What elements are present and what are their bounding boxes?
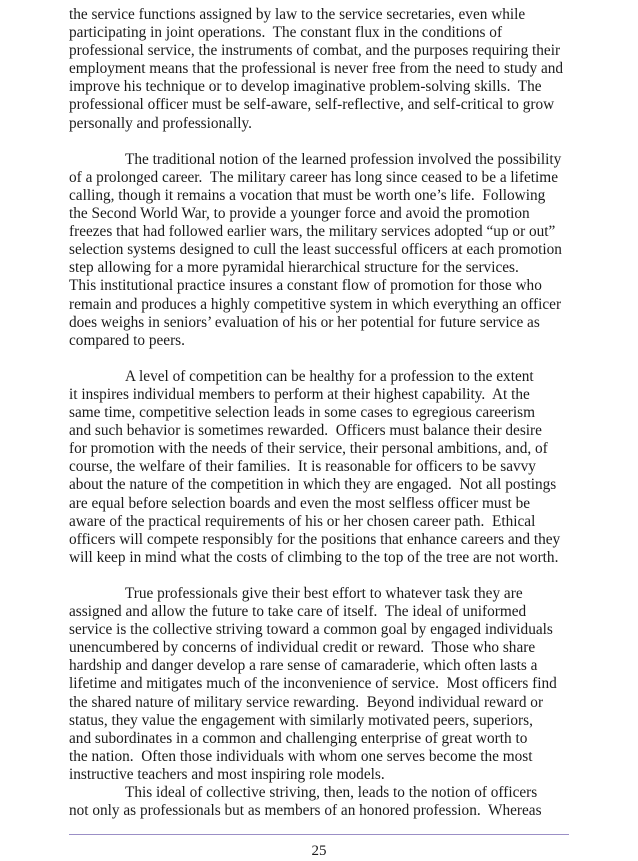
text-line: for promotion with the needs of their service, their personal ambitions, and, of (69, 440, 548, 458)
text-line: calling, though it remains a vocation that must be worth one’s life. Following (69, 186, 546, 204)
text-line: professional service, the instruments of combat, and the purposes requiring their (69, 42, 561, 60)
text-line: it inspires individual members to perform at their highest capability. At the (69, 385, 530, 403)
paragraph (69, 368, 569, 567)
text-line: personally and professionally. (69, 114, 252, 132)
paragraph (69, 585, 569, 784)
text-line: unencumbered by concerns of individual credit or reward. Those who share (69, 639, 536, 657)
text-line: A level of competition can be healthy for a profession to the extent (125, 367, 534, 385)
text-line: the nation. Often those individuals with whom one serves become the most (69, 747, 533, 765)
text-line: status, they value the engagement with similarly motivated peers, superiors, (69, 711, 533, 729)
text-line: not only as professionals but as members of an honored profession. Whereas (69, 802, 542, 820)
paragraph (69, 784, 569, 820)
text-line: officers will compete responsibly for the positions that enhance careers and they (69, 530, 561, 548)
text-line: step allowing for a more pyramidal hierarchical structure for the services. (69, 259, 519, 277)
paragraph (69, 6, 569, 133)
text-line: improve his technique or to develop imaginative problem-solving skills. The (69, 78, 542, 96)
text-line: freezes that had followed earlier wars, the military services adopted “up or out” (69, 223, 556, 241)
text-line: compared to peers. (69, 331, 185, 349)
page-number: 25 (311, 843, 327, 859)
text-line: does weighs in seniors’ evaluation of his or her potential for future service as (69, 313, 540, 331)
text-line: employment means that the professional is never free from the need to study and (69, 60, 564, 78)
text-line: the service functions assigned by law to the service secretaries, even while (69, 6, 526, 23)
paragraph-gap (69, 567, 569, 585)
text-line: professional officer must be self-aware, self-reflective, and self-critical to grow (69, 96, 555, 114)
text-line: about the nature of the competition in which they are engaged. Not all postings (69, 476, 557, 494)
text-line: True professionals give their best effort to whatever task they are (125, 585, 523, 602)
text-line: aware of the practical requirements of his or her chosen career path. Ethical (69, 512, 536, 530)
text-line: instructive teachers and most inspiring role models. (69, 765, 385, 783)
text-line: remain and produces a highly competitive system in which everything an officer (69, 295, 562, 313)
text-line: This ideal of collective striving, then, leads to the notion of officers (125, 784, 538, 802)
text-line: the Second World War, to provide a younger force and avoid the promotion (69, 205, 530, 223)
text-line: and subordinates in a common and challenging enterprise of great worth to (69, 729, 528, 747)
text-line: assigned and allow the future to take care of itself. The ideal of uniformed (69, 603, 527, 621)
text-line: of a prolonged career. The military career has long since ceased to be a lifetime (69, 168, 558, 186)
paragraph-gap (69, 133, 569, 151)
text-line: The traditional notion of the learned profession involved the possibility (125, 150, 562, 168)
text-line: selection systems designed to cull the least successful officers at each promotion (69, 241, 562, 259)
text-line: same time, competitive selection leads in some cases to egregious careerism (69, 404, 535, 422)
text-line: the shared nature of military service rewarding. Beyond individual reward or (69, 693, 544, 711)
text-line: are equal before selection boards and even the most selfless officer must be (69, 494, 531, 512)
footer-rule (69, 834, 569, 835)
text-line: service is the collective striving toward a common goal by engaged individuals (69, 621, 553, 639)
text-line: and such behavior is sometimes rewarded. Officers must balance their desire (69, 422, 542, 440)
text-line: hardship and danger develop a rare sense of camaraderie, which often lasts a (69, 657, 538, 675)
page-body (69, 6, 569, 820)
text-line: will keep in mind what the costs of climbing to the top of the tree are not worth. (69, 548, 559, 566)
paragraph-gap (69, 350, 569, 368)
text-line: This institutional practice insures a constant flow of promotion for those who (69, 277, 542, 295)
paragraph (69, 151, 569, 350)
text-line: lifetime and mitigates much of the inconvenience of service. Most officers find (69, 675, 557, 693)
text-line: course, the welfare of their families. It is reasonable for officers to be savvy (69, 458, 536, 476)
text-line: participating in joint operations. The constant flux in the conditions of (69, 24, 503, 42)
